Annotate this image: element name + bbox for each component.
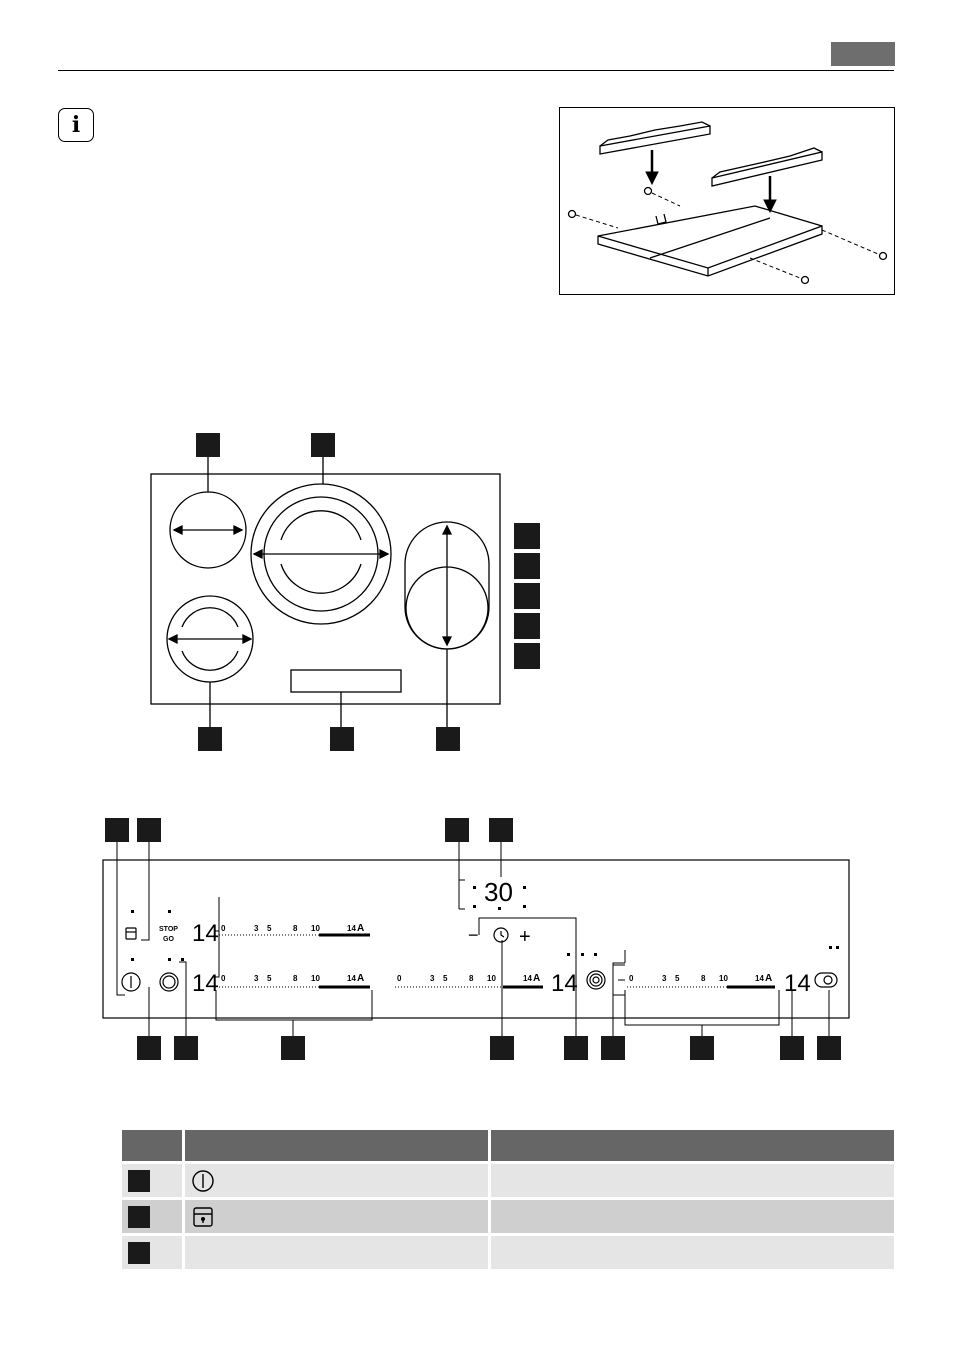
slider-scale-label: 14	[347, 974, 356, 983]
slider-scale-label: 8	[701, 974, 706, 983]
slider-scale-label: 0	[629, 974, 634, 983]
table-row	[122, 1200, 894, 1233]
slider-scale-label: 8	[293, 924, 298, 933]
slider-scale-label: A	[357, 923, 365, 934]
slider-scale-label: A	[765, 973, 773, 984]
slider-scale-label: A	[357, 973, 365, 984]
timer-display: 30	[484, 877, 513, 907]
power-icon	[191, 1169, 215, 1193]
slider-scale-label: 3	[254, 924, 259, 933]
slider-scale-label: 14	[523, 974, 532, 983]
callout-square	[128, 1170, 150, 1192]
slider-scale-label: A	[533, 973, 541, 984]
bracket-installation-figure	[559, 107, 895, 295]
slider-scale-label: 3	[430, 974, 435, 983]
slider-scale-label: 0	[221, 974, 226, 983]
slider-scale-label: 10	[719, 974, 728, 983]
info-icon: i	[58, 108, 94, 142]
slider-scale-label: 14	[347, 924, 356, 933]
slider-scale-label: 0	[397, 974, 402, 983]
slider-scale-label: 3	[254, 974, 259, 983]
slider-scale-label: 5	[443, 974, 448, 983]
control-panel-outline	[291, 670, 401, 692]
level-display-1: 14	[192, 920, 219, 947]
cooking-surface-figure	[140, 430, 550, 755]
slider-scale-label: 10	[487, 974, 496, 983]
callout-square	[128, 1242, 150, 1264]
slider-scale-label: 5	[267, 924, 272, 933]
slider-scales	[221, 923, 772, 984]
slider-scale-label: 5	[267, 974, 272, 983]
slider-scale-label: 8	[293, 974, 298, 983]
lock-icon	[191, 1205, 215, 1229]
minus-button[interactable]: −	[468, 925, 479, 945]
stopgo-label-1: STOP	[159, 926, 178, 933]
table-row	[122, 1164, 894, 1197]
bridge-icon[interactable]	[815, 973, 837, 987]
table-row	[122, 1236, 894, 1269]
slider-scale-label: 0	[221, 924, 226, 933]
slider-scale-label: 14	[755, 974, 764, 983]
stopgo-label-2: GO	[163, 936, 174, 943]
callout-square	[128, 1206, 150, 1228]
slider-scale-label: 10	[311, 924, 320, 933]
level-display-4: 14	[784, 970, 811, 997]
symbol-table	[122, 1127, 894, 1272]
header-rule	[58, 70, 894, 71]
slider-scale-label: 3	[662, 974, 667, 983]
lock-icon[interactable]	[126, 928, 136, 939]
slider-scale-label: 5	[675, 974, 680, 983]
level-display-3: 14	[551, 970, 578, 997]
slider-scale-label: 10	[311, 974, 320, 983]
header-section-tab	[831, 42, 895, 66]
table-header	[122, 1130, 894, 1161]
bracket-installation-drawing	[560, 108, 893, 293]
slider-scale-label: 8	[469, 974, 474, 983]
level-display-2: 14	[192, 970, 219, 997]
plus-button[interactable]: +	[519, 926, 531, 948]
control-panel-figure	[95, 815, 860, 1065]
